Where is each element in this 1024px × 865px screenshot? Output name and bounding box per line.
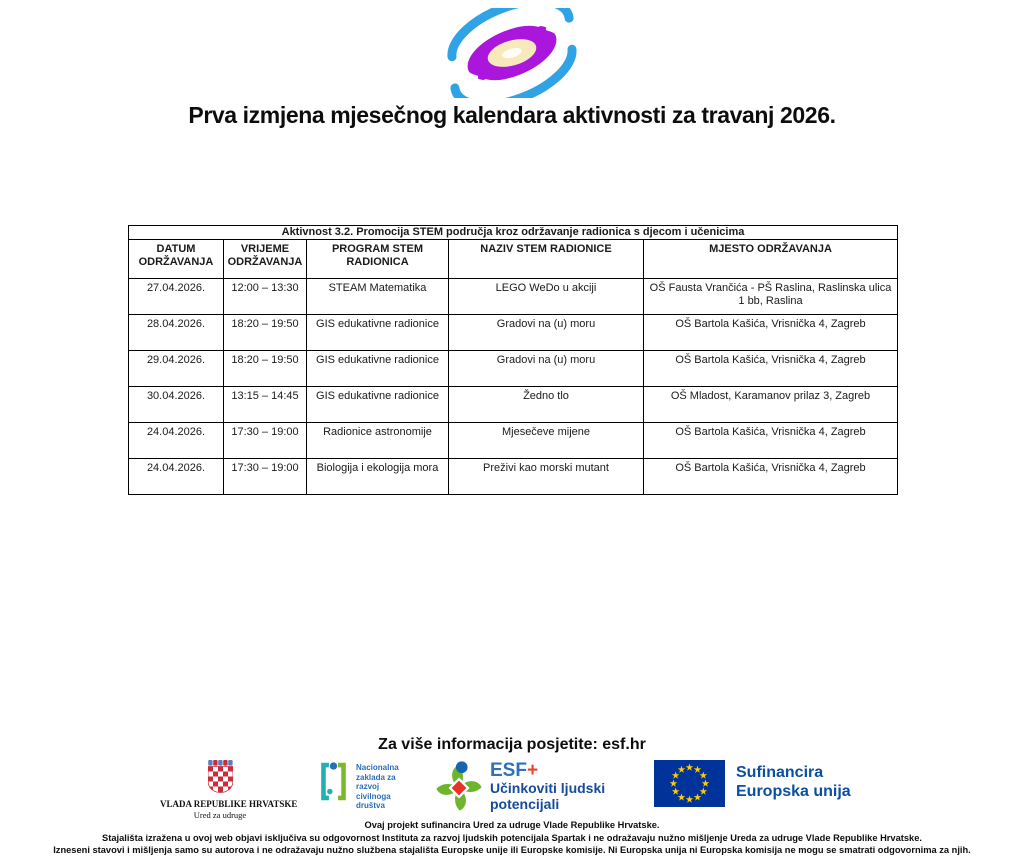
eu-text (736, 760, 851, 807)
esf-brand-plus: + (526, 760, 539, 781)
table-row (129, 423, 898, 459)
cell-vrijeme: 12:00 – 13:30 (224, 279, 307, 315)
eu-cofunding-logo (654, 760, 851, 807)
government-name: VLADA REPUBLIKE HRVATSKE (160, 799, 298, 809)
column-header-mjesto: MJESTO ODRŽAVANJA (644, 240, 898, 279)
table-caption: Aktivnost 3.2. Promocija STEM područja kroz održavanje radionica s djecom i učenicima (129, 226, 898, 240)
foundation-name-line: civilnoga (356, 791, 391, 801)
table-header-row (129, 240, 898, 279)
column-header-vrijeme: VRIJEME ODRŽAVANJA (224, 240, 307, 279)
cell-mjesto: OŠ Mladost, Karamanov prilaz 3, Zagreb (644, 387, 898, 423)
column-header-naziv: NAZIV STEM RADIONICE (449, 240, 644, 279)
foundation-logo (318, 760, 399, 811)
info-line: Za više informacija posjetite: esf.hr (378, 736, 646, 753)
activity-schedule-table (128, 225, 898, 495)
esf-brand-name: ESF (490, 760, 527, 781)
cell-datum: 30.04.2026. (129, 387, 224, 423)
government-office: Ured za udruge (193, 810, 247, 820)
cell-program: GIS edukativne radionice (307, 387, 449, 423)
cell-datum: 24.04.2026. (129, 459, 224, 495)
esf-tagline-line1: Učinkoviti ljudski (490, 780, 606, 796)
foundation-name-line: Nacionalna (356, 763, 399, 772)
cell-datum: 29.04.2026. (129, 351, 224, 387)
cell-datum: 27.04.2026. (129, 279, 224, 315)
cell-naziv: Gradovi na (u) moru (449, 315, 644, 351)
esf-logo (431, 760, 605, 816)
cell-vrijeme: 18:20 – 19:50 (224, 315, 307, 351)
cell-naziv: LEGO WeDo u akciji (449, 279, 644, 315)
bracket-icon (318, 760, 349, 803)
cell-mjesto: OŠ Bartola Kašića, Vrisnička 4, Zagreb (644, 351, 898, 387)
eu-flag-icon (654, 760, 725, 807)
cell-program: STEAM Matematika (307, 279, 449, 315)
column-header-program: PROGRAM STEM RADIONICA (307, 240, 449, 279)
cell-mjesto: OŠ Fausta Vrančića - PŠ Raslina, Raslinska ulica 1 bb, Raslina (644, 279, 898, 315)
cell-naziv: Preživi kao morski mutant (449, 459, 644, 495)
esf-brand (490, 761, 605, 780)
disclaimers (0, 819, 1024, 857)
cell-program: GIS edukativne radionice (307, 315, 449, 351)
cell-datum: 24.04.2026. (129, 423, 224, 459)
foundation-name-line: zaklada za (356, 772, 396, 782)
disclaimer-line: Izneseni stavovi i mišljenja samo su autorova i ne odražavaju nužno službena stajališta Europske unije ili Europske komisije. Ni Europska unija ni Europska komisija ne mogu se smatrati odgovornima za njih. (53, 845, 971, 855)
esf-flower-icon (431, 760, 487, 816)
table-row (129, 459, 898, 495)
cell-mjesto: OŠ Bartola Kašića, Vrisnička 4, Zagreb (644, 315, 898, 351)
table-row (129, 279, 898, 315)
footer-logos (0, 760, 1024, 824)
government-logo (160, 760, 298, 820)
esf-text (490, 760, 605, 816)
cell-vrijeme: 13:15 – 14:45 (224, 387, 307, 423)
foundation-name-line: društva (356, 801, 385, 810)
cell-program: Biologija i ekologija mora (307, 459, 449, 495)
table-row (129, 387, 898, 423)
page-title: Prva izmjena mjesečnog kalendara aktivnosti za travanj 2026. (188, 102, 836, 128)
eu-text-line2: Europska unija (736, 783, 851, 800)
cell-vrijeme: 17:30 – 19:00 (224, 423, 307, 459)
foundation-name (356, 760, 399, 811)
table-caption-row (129, 226, 898, 240)
croatian-coat-of-arms-icon (208, 760, 233, 793)
cell-vrijeme: 17:30 – 19:00 (224, 459, 307, 495)
cell-vrijeme: 18:20 – 19:50 (224, 351, 307, 387)
table-row (129, 351, 898, 387)
cell-program: Radionice astronomije (307, 423, 449, 459)
cell-mjesto: OŠ Bartola Kašića, Vrisnička 4, Zagreb (644, 459, 898, 495)
cell-mjesto: OŠ Bartola Kašića, Vrisnička 4, Zagreb (644, 423, 898, 459)
cell-datum: 28.04.2026. (129, 315, 224, 351)
cell-naziv: Mjesečeve mijene (449, 423, 644, 459)
galaxy-logo-icon (437, 8, 587, 98)
cell-program: GIS edukativne radionice (307, 351, 449, 387)
column-header-datum: DATUM ODRŽAVANJA (129, 240, 224, 279)
eu-text-line1: Sufinancira (736, 764, 824, 781)
disclaimer-line: Stajališta izražena u ovoj web objavi isključiva su odgovornost Instituta za razvoj ljudskih potencijala Spartak i ne odražavaju nužno mišljenje Ureda za udruge Vlade Republike Hrvatske. (102, 832, 922, 843)
cell-naziv: Gradovi na (u) moru (449, 351, 644, 387)
cell-naziv: Žedno tlo (449, 387, 644, 423)
disclaimer-line: Ovaj projekt sufinancira Ured za udruge Vlade Republike Hrvatske. (364, 820, 660, 830)
esf-tagline-line2: potencijali (490, 796, 560, 812)
foundation-name-line: razvoj (356, 782, 380, 791)
table-row (129, 315, 898, 351)
